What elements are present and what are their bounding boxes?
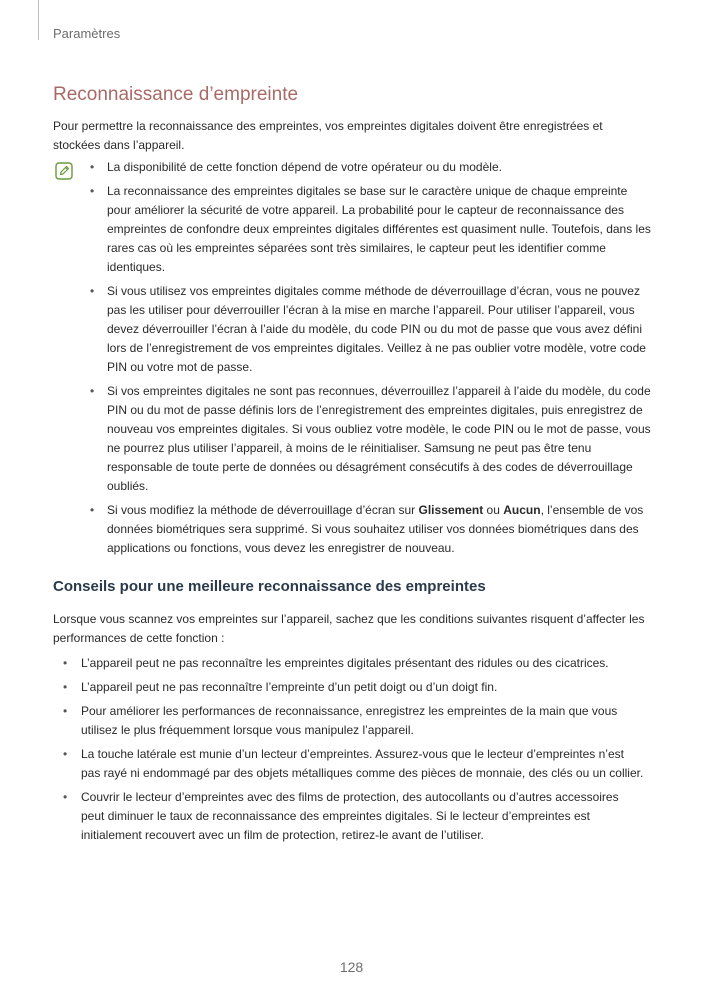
note-item xyxy=(90,282,652,377)
intro-paragraph: Pour permettre la reconnaissance des empreintes, vos empreintes digitales doivent être enregistrées et stockées dans l’appareil. xyxy=(53,119,603,152)
note-text-part: ou xyxy=(483,503,504,517)
header-rule xyxy=(38,0,39,40)
tip-text: L’appareil peut ne pas reconnaître l’empreinte d’un petit doigt ou d’un doigt fin. xyxy=(81,680,498,694)
tip-item xyxy=(63,678,645,697)
tips-heading: Conseils pour une meilleure reconnaissance des empreintes xyxy=(53,578,486,595)
tip-item xyxy=(63,654,645,673)
note-list xyxy=(90,158,652,563)
note-item xyxy=(90,501,652,558)
option-aucun: Aucun xyxy=(503,503,541,517)
tips-intro: Lorsque vous scannez vos empreintes sur l’appareil, sachez que les conditions suivantes risquent d’affecter les performances de cette fonction : xyxy=(53,612,645,645)
tip-item xyxy=(63,702,645,740)
page-number: 128 xyxy=(339,959,364,975)
tip-text: La touche latérale est munie d’un lecteur d’empreintes. Assurez-vous que le lecteur d’empreintes n’est pas rayé ni endommagé par des objets métalliques comme des pièces de monnaie, des clés ou un collier. xyxy=(81,747,644,780)
page-title: Reconnaissance d’empreinte xyxy=(53,84,299,105)
note-text-part: Si vous modifiez la méthode de déverrouillage d’écran sur xyxy=(107,503,419,517)
tip-text: Couvrir le lecteur d’empreintes avec des films de protection, des autocollants ou d’autres accessoires peut diminuer le taux de reconnaissance des empreintes digitales. Si le lecteur d’empreintes est initialement recouvert avec un film de protection, retirez-le avant de l’utiliser. xyxy=(81,790,619,842)
note-text: Si vos empreintes digitales ne sont pas reconnues, déverrouillez l’appareil à l’aide du modèle, du code PIN ou du mot de passe définis lors de l’enregistrement des empreintes digitales, puis enregistrez de nouveau vos empreintes digitales. Si vous oubliez votre modèle, le code PIN ou le mot de passe, vous ne pourrez plus utiliser l’appareil, à moins de le réinitialiser. Samsung ne peut pas être tenu responsable de toute perte de données ou désagrément consécutifs à des codes de déverrouillage oubliés. xyxy=(107,384,651,493)
note-text: La reconnaissance des empreintes digitales se base sur le caractère unique de chaque empreinte pour améliorer la sécurité de votre appareil. La probabilité pour le capteur de reconnaissance des empreintes de confondre deux empreintes digitales différentes est quasiment nulle. Toutefois, dans les rares cas où les empreintes séparées sont très similaires, le capteur peut les identifier comme identiques. xyxy=(107,184,651,274)
note-item xyxy=(90,182,652,277)
note-item xyxy=(90,158,652,177)
note-text: La disponibilité de cette fonction dépend de votre opérateur ou du modèle. xyxy=(107,160,502,174)
note-pencil-icon xyxy=(55,162,73,180)
note-item xyxy=(90,382,652,496)
tip-text: Pour améliorer les performances de reconnaissance, enregistrez les empreintes de la main que vous utilisez le plus fréquemment lorsque vous manipulez l’appareil. xyxy=(81,704,618,737)
section-header: Paramètres xyxy=(53,26,121,41)
tip-item xyxy=(63,745,645,783)
tip-item xyxy=(63,788,645,845)
note-text-part: , l’ensemble de vos données biométriques sera supprimé. Si vous souhaitez utiliser vos données biométriques dans des applications ou fonctions, vous devez les enregistrer de nouveau. xyxy=(107,503,644,555)
option-glissement: Glissement xyxy=(418,503,484,517)
tips-list xyxy=(63,654,645,850)
tip-text: L’appareil peut ne pas reconnaître les empreintes digitales présentant des ridules ou des cicatrices. xyxy=(81,656,609,670)
note-text: Si vous utilisez vos empreintes digitales comme méthode de déverrouillage d’écran, vous ne pouvez pas les utiliser pour déverrouiller l’écran à la mise en marche l’appareil. Pour utiliser l’appareil, vous devez déverrouiller l’écran à l’aide du modèle, du code PIN ou du mot de passe que vous avez défini lors de l’enregistrement de vos empreintes digitales. Veillez à ne pas oublier votre modèle, votre code PIN ou votre mot de passe. xyxy=(107,284,646,374)
